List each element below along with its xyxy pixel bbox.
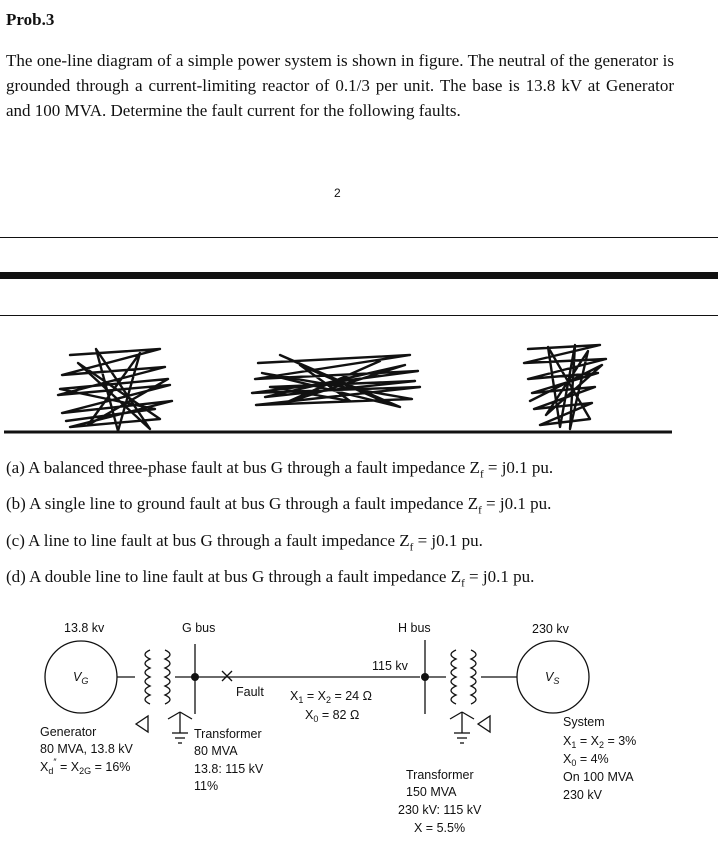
transformer2-name: Transformer — [406, 768, 474, 782]
h-bus-label: H bus — [398, 621, 431, 635]
part-a — [6, 458, 553, 480]
part-c — [6, 531, 483, 553]
transformer1-voltage: 13.8: 115 kV — [194, 762, 264, 776]
part-a-sub: f — [479, 468, 484, 481]
page-number: 2 — [334, 186, 341, 200]
g-bus-node — [191, 673, 199, 681]
system-name: System — [563, 715, 605, 729]
scribble-middle — [252, 355, 420, 407]
line-x12-label: $X_1 = X_2 = 24$ Ω — [290, 689, 372, 705]
system-base: On 100 MVA — [563, 770, 634, 784]
t2-delta-icon — [478, 716, 490, 732]
part-b-lead: (b) A single line to ground fault at bus G through a fault impedance Z — [6, 494, 479, 513]
problem-title: Prob.3 — [6, 10, 55, 29]
transformer2-reactance: X = 5.5% — [414, 821, 466, 835]
generator-delta-icon — [136, 716, 148, 732]
transformer1-rating: 80 MVA — [194, 744, 238, 758]
system-x12: $X_1 = X_2 = 3\%$ — [563, 734, 637, 750]
page-divider-thin-bottom — [0, 315, 718, 316]
part-a-tail: = j0.1 pu. — [483, 458, 554, 477]
transformer2-secondary-coil — [471, 650, 476, 704]
gen-voltage-label: 13.8 kv — [64, 621, 105, 635]
part-d — [6, 567, 534, 589]
scribble-left — [58, 349, 172, 431]
system-x0: $X_0 = 4\%$ — [563, 752, 609, 768]
part-c-sub: f — [409, 541, 414, 554]
generator-name: Generator — [40, 725, 97, 739]
problem-statement: The one-line diagram of a simple power system is shown in figure. The neutral of the generator is grounded through a current-limiting reactor of 0.1/3 per unit. The base is 13.8 kV at Generator and 100 MVA. Determine the fault current for the following faults. — [6, 51, 674, 120]
sys-voltage-label: 230 kv — [532, 622, 569, 636]
part-c-tail: = j0.1 pu. — [413, 531, 483, 550]
part-a-lead: (a) A balanced three-phase fault at bus G through a fault impedance Z — [6, 458, 480, 477]
part-d-sub: f — [461, 577, 465, 590]
scribbled-out-content — [0, 335, 718, 440]
transformer1-secondary-coil — [165, 650, 170, 704]
line-x0-label: $X_0 = 82$ Ω — [305, 708, 360, 724]
part-b — [6, 494, 551, 516]
part-c-lead: (c) A line to line fault at bus G through a fault impedance Z — [6, 531, 410, 550]
line-voltage-label: 115 kv — [372, 659, 408, 673]
scribble-right — [524, 345, 606, 429]
part-b-sub: f — [478, 504, 482, 517]
h-bus-node — [421, 673, 429, 681]
transformer1-primary-coil — [145, 650, 150, 704]
one-line-diagram — [0, 612, 718, 850]
vg-label: $V_G$ — [73, 670, 89, 686]
transformer2-rating: 150 MVA — [406, 785, 457, 799]
generator-rating: 80 MVA, 13.8 kV — [40, 742, 133, 756]
transformer2-voltage: 230 kV: 115 kV — [398, 803, 482, 817]
system-voltage: 230 kV — [563, 788, 602, 802]
page-divider-thin-top — [0, 237, 718, 238]
part-b-tail: = j0.1 pu. — [481, 494, 552, 513]
fault-label: Fault — [236, 685, 264, 699]
transformer1-reactance: 11% — [194, 779, 219, 793]
transformer1-name: Transformer — [194, 727, 262, 741]
part-d-tail: = j0.1 pu. — [464, 567, 535, 586]
part-d-lead: (d) A double line to line fault at bus G through a fault impedance Z — [6, 567, 462, 586]
vs-label: $V_S$ — [545, 670, 560, 686]
transformer2-primary-coil — [451, 650, 456, 704]
g-bus-label: G bus — [182, 621, 216, 635]
generator-reactance: $X_d'' = X_{2G} = 16\%$ — [40, 757, 131, 776]
page-divider-thick — [0, 272, 718, 279]
